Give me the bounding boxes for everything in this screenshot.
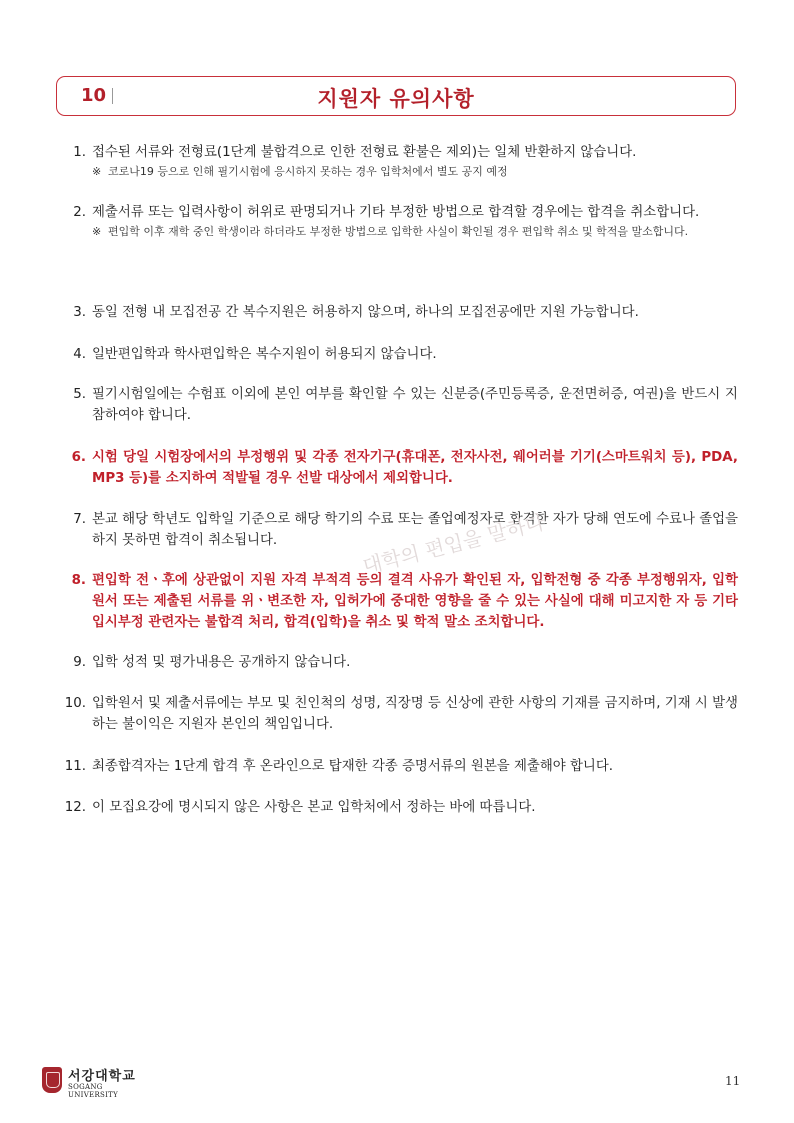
item-number: 3. xyxy=(73,305,86,320)
note-mark: ※ xyxy=(92,165,102,178)
page-number: 11 xyxy=(725,1074,741,1088)
list-item-12 xyxy=(62,797,738,818)
item-number: 4. xyxy=(73,347,86,362)
list-item-8 xyxy=(62,570,738,633)
list-item-10 xyxy=(62,693,738,735)
section-header xyxy=(56,76,736,116)
item-text: 동일 전형 내 모집전공 간 복수지원은 허용하지 않으며, 하나의 모집전공에만 지원 가능합니다. xyxy=(92,305,639,320)
item-number: 8. xyxy=(71,573,86,588)
list-item-7 xyxy=(62,509,738,551)
seal-icon xyxy=(42,1067,62,1093)
item-note xyxy=(92,163,738,181)
list-item-11 xyxy=(62,756,738,777)
item-text: 접수된 서류와 전형료(1단계 불합격으로 인한 전형료 환불은 제외)는 일체 반환하지 않습니다. xyxy=(92,145,637,160)
watermark: 대학의 편입을 말하다 xyxy=(360,509,548,579)
item-text: 이 모집요강에 명시되지 않은 사항은 본교 입학처에서 정하는 바에 따릅니다. xyxy=(92,800,536,815)
item-number: 9. xyxy=(73,655,86,670)
item-number: 11. xyxy=(64,759,86,774)
item-text: 본교 해당 학년도 입학일 기준으로 해당 학기의 수료 또는 졸업예정자로 합격한 자가 당해 연도에 수료나 졸업을 하지 못하면 합격이 취소됩니다. xyxy=(92,512,738,548)
item-text: 입학 성적 및 평가내용은 공개하지 않습니다. xyxy=(92,655,351,670)
list-item-3 xyxy=(62,302,738,323)
item-number: 2. xyxy=(73,205,86,220)
note-mark: ※ xyxy=(92,225,102,238)
item-text: 일반편입학과 학사편입학은 복수지원이 허용되지 않습니다. xyxy=(92,347,437,362)
item-text: 최종합격자는 1단계 합격 후 온라인으로 탑재한 각종 증명서류의 원본을 제출해야 합니다. xyxy=(92,759,614,774)
item-number: 6. xyxy=(71,450,86,465)
item-number: 5. xyxy=(73,387,86,402)
item-text: 제출서류 또는 입력사항이 허위로 판명되거나 기타 부정한 방법으로 합격할 경우에는 합격을 취소합니다. xyxy=(92,205,700,220)
section-title: 지원자 유의사항 xyxy=(317,87,475,111)
note-text: 코로나19 등으로 인해 필기시험에 응시하지 못하는 경우 입학처에서 별도 공지 예정 xyxy=(108,165,508,178)
list-item-1 xyxy=(62,142,738,181)
list-item-9 xyxy=(62,652,738,673)
list-item-5 xyxy=(62,384,738,426)
list-item-6 xyxy=(62,447,738,489)
list-item-4 xyxy=(62,344,738,365)
university-logo xyxy=(42,1065,152,1097)
item-text: 시험 당일 시험장에서의 부정행위 및 각종 전자기구(휴대폰, 전자사전, 웨어러블 기기(스마트워치 등), PDA, MP3 등)를 소지하여 적발될 경우 선발 대상에서 제외합니다. xyxy=(92,450,738,486)
item-number: 7. xyxy=(73,512,86,527)
item-number: 10. xyxy=(64,696,86,711)
item-number: 12. xyxy=(64,800,86,815)
note-text: 편입학 이후 재학 중인 학생이라 하더라도 부정한 방법으로 입학한 사실이 확인될 경우 편입학 취소 및 학적을 말소합니다. xyxy=(108,225,689,238)
item-note xyxy=(92,223,738,241)
list-item-2 xyxy=(62,202,738,241)
logo-korean: 서강대학교 xyxy=(68,1069,136,1084)
item-text: 필기시험일에는 수험표 이외에 본인 여부를 확인할 수 있는 신분증(주민등록증, 운전면허증, 여권)을 반드시 지참하여야 합니다. xyxy=(92,387,738,423)
logo-english: SOGANG UNIVERSITY xyxy=(68,1083,119,1099)
item-text: 입학원서 및 제출서류에는 부모 및 친인척의 성명, 직장명 등 신상에 관한 사항의 기재를 금지하며, 기재 시 발생하는 불이익은 지원자 본인의 책임입니다. xyxy=(92,696,738,732)
section-number: 10 xyxy=(81,85,107,106)
item-text: 편입학 전ㆍ후에 상관없이 지원 자격 부적격 등의 결격 사유가 확인된 자, 입학전형 중 각종 부정행위자, 입학원서 또는 제출된 서류를 위ㆍ변조한 자, 입허가에 중대한 영향을 줄 수 있는 사실에 대해 미고지한 자 등 기타 입시부정 관련자는 불합격 처리, 합격(입학)을 취소 및 학적 말소 조치합니다. xyxy=(92,573,738,630)
item-number: 1. xyxy=(73,145,86,160)
